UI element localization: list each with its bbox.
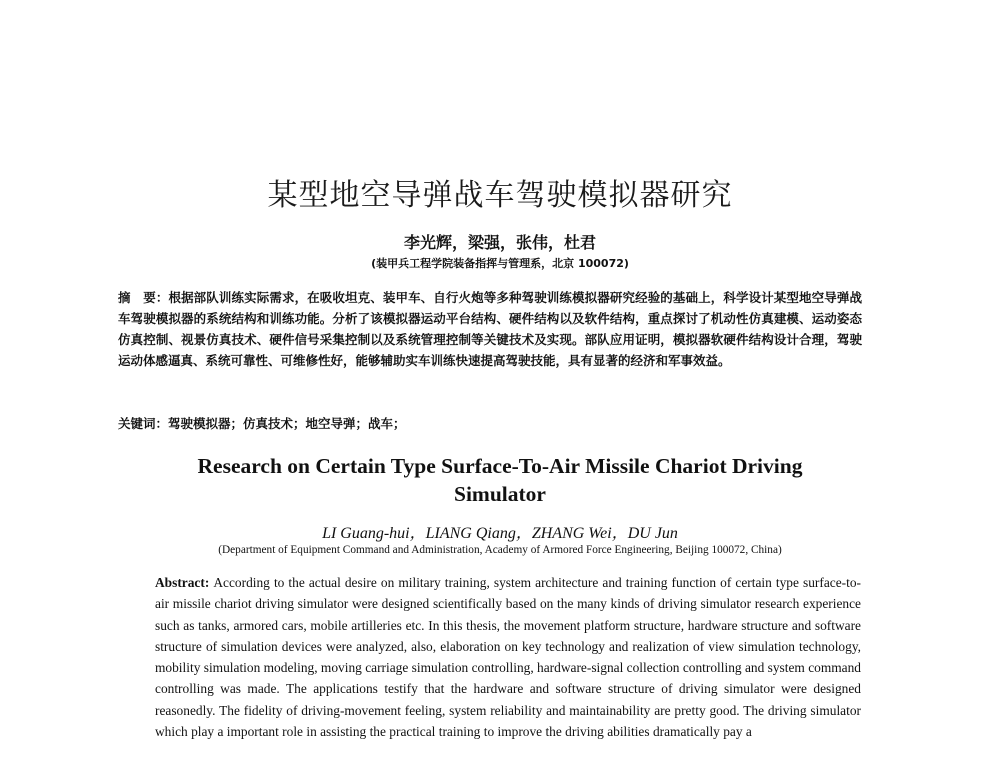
chinese-abstract-text: 根据部队训练实际需求，在吸收坦克、装甲车、自行火炮等多种驾驶训练模拟器研究经验的基础上，科学设计某型地空导弹战车驾驶模拟器的系统结构和训练功能。分析了该模拟器运动平台结构、硬件结构以及软件结构，重点探讨了机动性仿真建模、运动姿态仿真控制、视景仿真技术、硬件信号采集控制以及系统管理控制等关键技术及实现。部队应用证明，模拟器软硬件结构设计合理，驾驶运动体感逼真、系统可靠性、可维修性好，能够辅助实车训练快速提高驾驶技能，具有显著的经济和军事效益。: [118, 290, 862, 368]
chinese-keywords: [118, 414, 862, 434]
chinese-abstract: [118, 287, 862, 371]
chinese-title: 某型地空导弹战车驾驶模拟器研究: [267, 178, 733, 213]
chinese-abstract-label: 摘 要：: [118, 290, 169, 305]
english-abstract-text: According to the actual desire on military training, system architecture and training function of certain type surface-to-air missile chariot driving simulator were designed scientifically based on the many kinds of driving simulator research experience such as tanks, armored cars, mobile artilleries etc. In this thesis, the movement platform structure, hardware structure and software structure of simulation devices were analyzed, also, elaboration on key technology and realization of view simulation technology, mobility simulation modeling, moving carriage simulation controlling, hardware-signal collection controlling and system command controlling was made. The applications testify that the hardware and software structure of driving simulator were designed reasonedly. The fidelity of driving-movement feeling, system reliability and maintainability are pretty good. The driving simulator which play a important role in assisting the practical training to improve the driving abilities dramatically pay a: [155, 575, 861, 740]
english-abstract-label: Abstract:: [155, 575, 210, 590]
chinese-authors: 李光辉，梁强，张伟，杜君: [403, 233, 596, 252]
english-title: Research on Certain Type Surface-To-Air Missile Chariot Driving Simulator: [197, 454, 803, 506]
chinese-keywords-text: 驾驶模拟器；仿真技术；地空导弹；战车；: [168, 416, 406, 431]
chinese-keywords-label: 关键词：: [118, 416, 169, 431]
english-affiliation: (Department of Equipment Command and Administration, Academy of Armored Force Engineering, Beijing 100072, China): [218, 544, 782, 556]
english-authors: LI Guang-hui，LIANG Qiang，ZHANG Wei，DU Jun: [322, 525, 678, 542]
english-abstract: [155, 572, 861, 742]
chinese-affiliation: (装甲兵工程学院装备指挥与管理系，北京 100072): [371, 257, 629, 270]
